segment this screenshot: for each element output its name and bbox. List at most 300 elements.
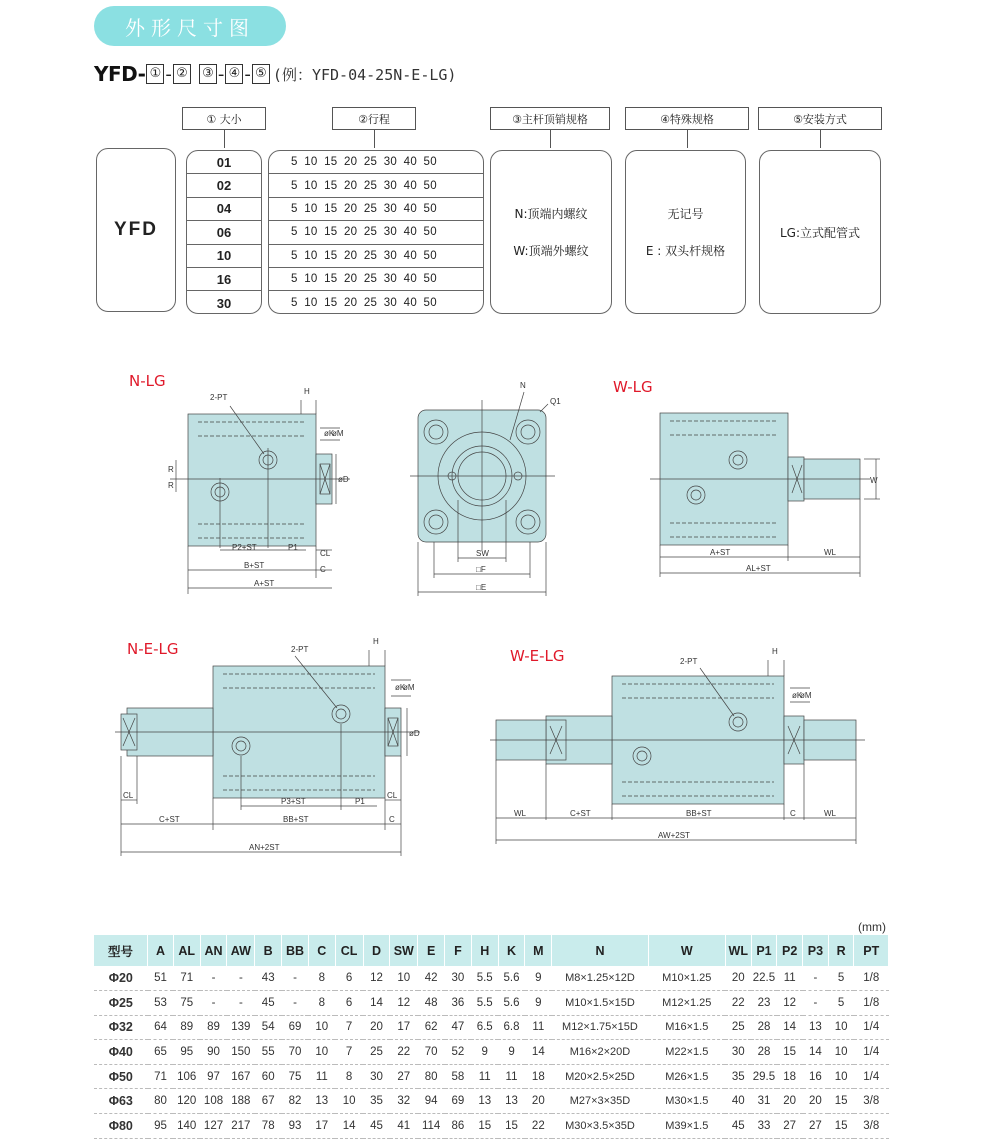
table-cell: 69	[445, 1089, 472, 1114]
label-wl-right: WL	[824, 809, 836, 818]
table-cell: -	[282, 966, 309, 991]
table-cell: 127	[200, 1114, 227, 1139]
table-cell: 47	[445, 1015, 472, 1040]
size-item: 02	[187, 174, 261, 197]
table-cell: 10	[308, 1015, 335, 1040]
model-prefix: YFD-	[94, 62, 146, 86]
rod-tip-options	[490, 150, 612, 314]
table-cell: 6	[335, 991, 363, 1016]
table-cell: 12	[390, 991, 418, 1016]
table-cell: 17	[308, 1114, 335, 1139]
table-cell: 23	[751, 991, 777, 1016]
table-cell: 140	[173, 1114, 200, 1139]
label-p1: P1	[288, 543, 298, 552]
label-b: B+ST	[244, 561, 265, 570]
table-cell: 11	[777, 966, 803, 991]
table-cell: 25	[363, 1040, 390, 1065]
table-cell: M10×1.25	[648, 966, 725, 991]
table-cell: 10	[828, 1040, 854, 1065]
table-cell: 5	[828, 991, 854, 1016]
label-a: A+ST	[254, 579, 275, 588]
table-cell: 188	[227, 1089, 255, 1114]
table-cell: 75	[282, 1064, 309, 1089]
table-cell: -	[803, 991, 829, 1016]
label-p2: P2+ST	[232, 543, 257, 552]
table-cell: 167	[227, 1064, 255, 1089]
table-row	[94, 1089, 889, 1114]
table-cell: 97	[200, 1064, 227, 1089]
label-c: C	[320, 565, 326, 574]
label-h: H	[304, 387, 310, 396]
table-cell: 1/4	[854, 1064, 889, 1089]
table-cell: 67	[255, 1089, 282, 1114]
stroke-item: 5 10 15 20 25 30 40 50	[269, 268, 483, 291]
label-cl-right: CL	[387, 791, 398, 800]
col-header: A	[148, 935, 174, 966]
table-cell: 1/8	[854, 991, 889, 1016]
table-cell: 10	[335, 1089, 363, 1114]
table-cell: M22×1.5	[648, 1040, 725, 1065]
table-cell: 89	[200, 1015, 227, 1040]
table-cell: 20	[525, 1089, 552, 1114]
table-cell: 5.5	[471, 966, 498, 991]
table-cell: M20×2.5×25D	[552, 1064, 648, 1089]
table-cell: 58	[445, 1064, 472, 1089]
table-cell: 3/8	[854, 1089, 889, 1114]
table-cell: 6	[335, 966, 363, 991]
table-cell: 9	[525, 991, 552, 1016]
diagram-title-w-e-lg: W-E-LG	[510, 647, 565, 665]
label-p1: P1	[355, 797, 365, 806]
table-cell: 86	[445, 1114, 472, 1139]
size-list	[186, 150, 262, 314]
label-k: øK	[324, 429, 335, 438]
table-cell: M8×1.25×12D	[552, 966, 648, 991]
table-cell: M30×3.5×35D	[552, 1114, 648, 1139]
header-stroke: ②行程	[332, 107, 416, 130]
label-h: H	[772, 647, 778, 656]
label-pt: 2-PT	[291, 645, 309, 654]
table-cell: 114	[418, 1114, 445, 1139]
table-header-row	[94, 935, 889, 966]
stroke-list	[268, 150, 484, 314]
table-cell: 1/8	[854, 966, 889, 991]
table-cell: 20	[725, 966, 751, 991]
label-m: øM	[403, 683, 415, 692]
table-cell: 11	[498, 1064, 525, 1089]
table-cell-model: Φ50	[94, 1064, 148, 1089]
table-cell: M10×1.5×15D	[552, 991, 648, 1016]
table-cell: 30	[363, 1064, 390, 1089]
table-cell: 8	[308, 991, 335, 1016]
diagram-front-view	[410, 380, 580, 600]
table-cell: 80	[418, 1064, 445, 1089]
mount-option: LG:立式配管式	[779, 225, 861, 240]
table-cell: 11	[471, 1064, 498, 1089]
table-cell: 9	[498, 1040, 525, 1065]
col-header: BB	[282, 935, 309, 966]
table-cell: 35	[363, 1089, 390, 1114]
table-cell: -	[803, 966, 829, 991]
table-cell: 51	[148, 966, 174, 991]
table-cell: 11	[308, 1064, 335, 1089]
label-c: C	[389, 815, 395, 824]
table-row	[94, 1015, 889, 1040]
table-cell: 15	[828, 1114, 854, 1139]
stroke-item: 5 10 15 20 25 30 40 50	[269, 245, 483, 268]
label-cl: CL	[320, 549, 331, 558]
table-cell: 13	[308, 1089, 335, 1114]
col-header: WL	[725, 935, 751, 966]
table-cell: 1/4	[854, 1015, 889, 1040]
table-cell: 95	[173, 1040, 200, 1065]
table-cell: 60	[255, 1064, 282, 1089]
table-cell: 6.5	[471, 1015, 498, 1040]
table-cell: 22.5	[751, 966, 777, 991]
header-mount-stem	[820, 130, 821, 148]
header-mount: ⑤安装方式	[758, 107, 882, 130]
rod-tip-option: N:顶端内螺纹	[514, 207, 588, 221]
label-wl: WL	[824, 548, 836, 557]
table-cell: 52	[445, 1040, 472, 1065]
table-cell: 8	[308, 966, 335, 991]
stroke-item: 5 10 15 20 25 30 40 50	[269, 221, 483, 244]
special-option: 无记号	[667, 207, 704, 221]
table-cell: 31	[751, 1089, 777, 1114]
table-cell: 27	[390, 1064, 418, 1089]
table-cell-model: Φ63	[94, 1089, 148, 1114]
table-row	[94, 966, 889, 991]
table-cell: 71	[173, 966, 200, 991]
table-cell: 13	[498, 1089, 525, 1114]
col-header: K	[498, 935, 525, 966]
table-cell: 11	[525, 1015, 552, 1040]
label-c-st: C+ST	[570, 809, 591, 818]
table-cell: -	[200, 991, 227, 1016]
table-cell: 65	[148, 1040, 174, 1065]
table-cell: 18	[525, 1064, 552, 1089]
table-cell: 10	[308, 1040, 335, 1065]
table-cell: -	[200, 966, 227, 991]
col-header: SW	[390, 935, 418, 966]
stroke-item: 5 10 15 20 25 30 40 50	[269, 198, 483, 221]
label-e: □E	[476, 583, 487, 592]
col-header: M	[525, 935, 552, 966]
table-cell: M16×1.5	[648, 1015, 725, 1040]
table-cell: 22	[525, 1114, 552, 1139]
diagram-title-w-lg: W-LG	[613, 378, 653, 396]
size-item: 16	[187, 268, 261, 291]
label-al: AL+ST	[746, 564, 771, 573]
table-cell: 5.5	[471, 991, 498, 1016]
table-cell: 15	[471, 1114, 498, 1139]
table-cell: 18	[777, 1064, 803, 1089]
table-cell: 33	[751, 1114, 777, 1139]
label-cl-left: CL	[123, 791, 134, 800]
table-cell: 17	[390, 1015, 418, 1040]
table-cell: M12×1.75×15D	[552, 1015, 648, 1040]
model-example: (例：YFD-04-25N-E-LG)	[272, 65, 457, 84]
table-cell-model: Φ25	[94, 991, 148, 1016]
model-part-2: ②	[173, 64, 191, 84]
rod-tip-option: W:顶端外螺纹	[513, 244, 589, 258]
label-pt: 2-PT	[680, 657, 698, 666]
table-cell: M16×2×20D	[552, 1040, 648, 1065]
table-cell: 10	[390, 966, 418, 991]
table-cell: 95	[148, 1114, 174, 1139]
model-part-1: ①	[146, 64, 164, 84]
table-cell: 20	[363, 1015, 390, 1040]
table-cell: M30×1.5	[648, 1089, 725, 1114]
label-an: AN+2ST	[249, 843, 280, 852]
model-sep-1: -	[165, 63, 172, 85]
table-cell: 41	[390, 1114, 418, 1139]
table-cell: 13	[471, 1089, 498, 1114]
table-cell-model: Φ80	[94, 1114, 148, 1139]
label-sw: SW	[476, 549, 489, 558]
col-header: P3	[803, 935, 829, 966]
table-cell: 75	[173, 991, 200, 1016]
table-cell: 53	[148, 991, 174, 1016]
table-cell: 20	[803, 1089, 829, 1114]
header-stroke-stem	[374, 130, 375, 148]
col-header: 型号	[94, 935, 148, 966]
label-k: øK	[792, 691, 803, 700]
table-cell: 40	[725, 1089, 751, 1114]
table-cell: 70	[282, 1040, 309, 1065]
label-w: W	[870, 476, 878, 485]
table-cell: 25	[725, 1015, 751, 1040]
table-cell: 30	[445, 966, 472, 991]
table-cell: 7	[335, 1040, 363, 1065]
header-size-stem	[224, 130, 225, 148]
label-d: øD	[409, 729, 420, 738]
table-cell: 45	[725, 1114, 751, 1139]
col-header: CL	[335, 935, 363, 966]
table-cell: 48	[418, 991, 445, 1016]
table-cell: 5.6	[498, 966, 525, 991]
table-cell: M27×3×35D	[552, 1089, 648, 1114]
model-code	[94, 62, 456, 86]
col-header: AL	[173, 935, 200, 966]
table-cell: M39×1.5	[648, 1114, 725, 1139]
table-cell: 28	[751, 1040, 777, 1065]
table-cell: 6.8	[498, 1015, 525, 1040]
col-header: PT	[854, 935, 889, 966]
table-cell-model: Φ40	[94, 1040, 148, 1065]
label-r2: R	[168, 481, 174, 490]
label-pt: 2-PT	[210, 393, 228, 402]
label-aw: AW+2ST	[658, 831, 690, 840]
diagram-title-n-lg: N-LG	[129, 372, 166, 390]
table-cell: 27	[777, 1114, 803, 1139]
table-cell: 43	[255, 966, 282, 991]
label-r1: R	[168, 465, 174, 474]
header-size: ① 大小	[182, 107, 266, 130]
label-f: □F	[476, 565, 486, 574]
table-cell: 32	[390, 1089, 418, 1114]
table-cell: 29.5	[751, 1064, 777, 1089]
table-cell: 7	[335, 1015, 363, 1040]
label-bb: BB+ST	[283, 815, 309, 824]
table-cell: 217	[227, 1114, 255, 1139]
table-cell: 35	[725, 1064, 751, 1089]
special-option: E : 双头杆规格	[645, 244, 726, 258]
table-cell: 13	[803, 1015, 829, 1040]
label-wl-left: WL	[514, 809, 526, 818]
table-cell: 1/4	[854, 1040, 889, 1065]
size-item: 06	[187, 221, 261, 244]
table-cell: 64	[148, 1015, 174, 1040]
table-cell: 9	[471, 1040, 498, 1065]
table-cell: 14	[777, 1015, 803, 1040]
label-n: N	[520, 381, 526, 390]
table-cell: -	[282, 991, 309, 1016]
col-header: W	[648, 935, 725, 966]
label-d: øD	[338, 475, 349, 484]
table-cell: 120	[173, 1089, 200, 1114]
table-cell: 9	[525, 966, 552, 991]
model-part-5: ⑤	[252, 64, 270, 84]
table-cell: 55	[255, 1040, 282, 1065]
diagram-n-e-lg	[115, 637, 425, 860]
special-options	[625, 150, 746, 314]
diagram-n-lg	[160, 378, 360, 600]
table-cell: 93	[282, 1114, 309, 1139]
table-cell: 10	[828, 1015, 854, 1040]
table-cell: 82	[282, 1089, 309, 1114]
label-k: øK	[395, 683, 406, 692]
label-q1: Q1	[550, 397, 561, 406]
table-cell: 15	[498, 1114, 525, 1139]
table-cell: 106	[173, 1064, 200, 1089]
table-cell: 22	[390, 1040, 418, 1065]
stroke-item: 5 10 15 20 25 30 40 50	[269, 174, 483, 197]
label-bb: BB+ST	[686, 809, 712, 818]
table-cell: M12×1.25	[648, 991, 725, 1016]
section-title: 外形尺寸图	[94, 6, 286, 46]
table-cell: 5	[828, 966, 854, 991]
stroke-item: 5 10 15 20 25 30 40 50	[291, 297, 437, 310]
label-c-st: C+ST	[159, 815, 180, 824]
table-unit: (mm)	[858, 920, 886, 934]
table-cell: -	[227, 966, 255, 991]
table-cell: 22	[725, 991, 751, 1016]
label-h: H	[373, 637, 379, 646]
model-sep-3: -	[217, 63, 225, 85]
table-cell: 14	[363, 991, 390, 1016]
table-cell-model: Φ32	[94, 1015, 148, 1040]
col-header: C	[308, 935, 335, 966]
table-cell: 71	[148, 1064, 174, 1089]
col-header: B	[255, 935, 282, 966]
col-header: AW	[227, 935, 255, 966]
table-cell: 15	[777, 1040, 803, 1065]
table-cell: 42	[418, 966, 445, 991]
table-cell: 70	[418, 1040, 445, 1065]
table-cell: 94	[418, 1089, 445, 1114]
table-cell-model: Φ20	[94, 966, 148, 991]
table-cell: 139	[227, 1015, 255, 1040]
table-cell: 12	[777, 991, 803, 1016]
spec-table	[94, 935, 889, 1139]
table-cell: 69	[282, 1015, 309, 1040]
label-m: øM	[800, 691, 812, 700]
table-cell: -	[227, 991, 255, 1016]
table-cell: 5.6	[498, 991, 525, 1016]
col-header: E	[418, 935, 445, 966]
table-cell: 27	[803, 1114, 829, 1139]
size-item: 30	[216, 295, 232, 311]
table-row	[94, 991, 889, 1016]
table-cell: 30	[725, 1040, 751, 1065]
table-body	[94, 966, 889, 1138]
table-cell: 16	[803, 1064, 829, 1089]
table-cell: 3/8	[854, 1114, 889, 1139]
col-header: H	[471, 935, 498, 966]
table-cell: 10	[828, 1064, 854, 1089]
table-row	[94, 1040, 889, 1065]
model-part-3: ③	[199, 64, 217, 84]
table-cell: 80	[148, 1089, 174, 1114]
col-header: R	[828, 935, 854, 966]
model-part-4: ④	[225, 64, 243, 84]
table-cell: 14	[525, 1040, 552, 1065]
mount-options	[759, 150, 881, 314]
table-cell: 45	[363, 1114, 390, 1139]
size-item: 04	[187, 198, 261, 221]
series-label: YFD	[96, 148, 176, 312]
header-rod-tip-stem	[550, 130, 551, 148]
col-header: D	[363, 935, 390, 966]
table-cell: 36	[445, 991, 472, 1016]
header-special: ④特殊规格	[625, 107, 749, 130]
table-cell: 89	[173, 1015, 200, 1040]
diagram-w-lg	[650, 405, 890, 585]
table-cell: 15	[828, 1089, 854, 1114]
table-cell: 14	[335, 1114, 363, 1139]
stroke-item: 5 10 15 20 25 30 40 50	[269, 151, 483, 174]
table-cell: 28	[751, 1015, 777, 1040]
table-cell: 14	[803, 1040, 829, 1065]
table-cell: 150	[227, 1040, 255, 1065]
diagram-w-e-lg	[490, 648, 890, 848]
table-cell: 8	[335, 1064, 363, 1089]
size-item: 10	[187, 245, 261, 268]
col-header: P1	[751, 935, 777, 966]
table-cell: 20	[777, 1089, 803, 1114]
table-cell: 90	[200, 1040, 227, 1065]
table-cell: 62	[418, 1015, 445, 1040]
col-header: P2	[777, 935, 803, 966]
col-header: N	[552, 935, 648, 966]
header-special-stem	[687, 130, 688, 148]
label-p3: P3+ST	[281, 797, 306, 806]
table-cell: M26×1.5	[648, 1064, 725, 1089]
diagram-title-n-e-lg: N-E-LG	[127, 640, 179, 658]
col-header: AN	[200, 935, 227, 966]
col-header: F	[445, 935, 472, 966]
label-a: A+ST	[710, 548, 731, 557]
table-cell: 12	[363, 966, 390, 991]
header-rod-tip: ③主杆顶销规格	[490, 107, 610, 130]
table-cell: 45	[255, 991, 282, 1016]
label-c: C	[790, 809, 796, 818]
table-row	[94, 1064, 889, 1089]
table-cell: 78	[255, 1114, 282, 1139]
model-sep-4: -	[244, 63, 251, 85]
label-m: øM	[332, 429, 344, 438]
